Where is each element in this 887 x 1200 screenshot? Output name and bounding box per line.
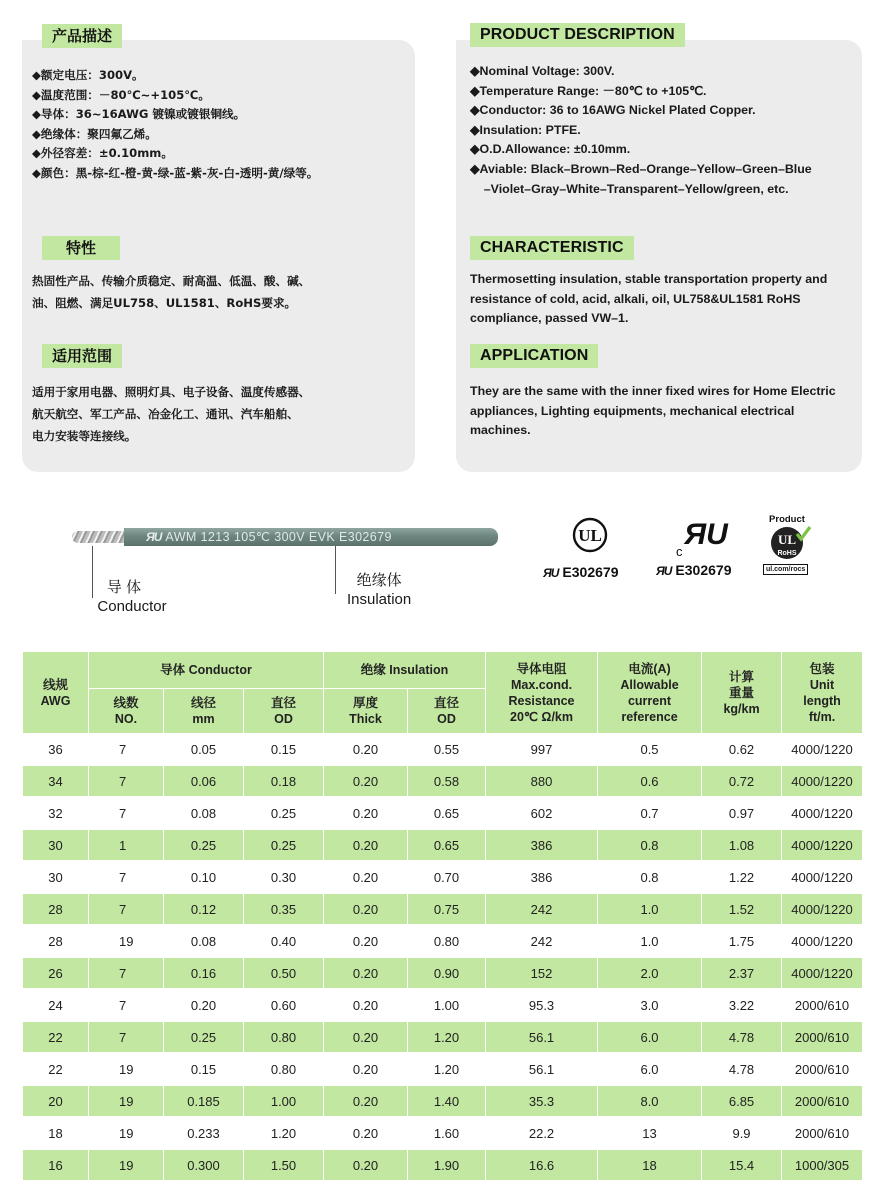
cell-awg: 28 (23, 925, 89, 957)
cell-package: 2000/610 (782, 1021, 863, 1053)
cell-insulation-od: 0.58 (408, 765, 486, 797)
cell-wire-diameter: 0.08 (164, 797, 244, 829)
cn-application-title: 适用范围 (42, 344, 122, 368)
ul-file-1-text: E302679 (562, 564, 619, 580)
cell-conductor-od: 1.00 (244, 1085, 324, 1117)
cn-description-line: ◆温度范围：－80℃~+105℃。 (32, 87, 210, 102)
insulation-leader-line (335, 546, 336, 594)
product-label-text: Product (769, 514, 805, 525)
cell-strands: 7 (89, 893, 164, 925)
wire-conductor-image (72, 531, 124, 543)
table-row (23, 861, 863, 893)
cell-insulation-thick: 0.20 (324, 1149, 408, 1181)
rohs-label-text: RoHS (777, 550, 797, 557)
conductor-label-en: Conductor (97, 598, 167, 615)
cell-wire-diameter: 0.25 (164, 829, 244, 861)
header-weight: 计算 重量 kg/km (702, 652, 782, 734)
cell-strands: 7 (89, 1021, 164, 1053)
en-description-line: ◆Conductor: 36 to 16AWG Nickel Plated Copper. (470, 103, 756, 118)
cell-wire-diameter: 0.08 (164, 925, 244, 957)
cell-strands: 19 (89, 925, 164, 957)
cell-resistance: 602 (486, 797, 598, 829)
insulation-label (347, 571, 411, 609)
cell-current: 13 (598, 1117, 702, 1149)
cell-package: 1000/305 (782, 1149, 863, 1181)
cell-awg: 32 (23, 797, 89, 829)
cell-resistance: 242 (486, 925, 598, 957)
cell-strands: 19 (89, 1053, 164, 1085)
cell-insulation-thick: 0.20 (324, 989, 408, 1021)
cell-conductor-od: 0.25 (244, 829, 324, 861)
cell-package: 4000/1220 (782, 925, 863, 957)
cell-insulation-thick: 0.20 (324, 1021, 408, 1053)
cell-insulation-thick: 0.20 (324, 1117, 408, 1149)
en-characteristic-line: Thermosetting insulation, stable transportation property and (470, 272, 828, 286)
table-row (23, 989, 863, 1021)
cell-wire-diameter: 0.300 (164, 1149, 244, 1181)
cell-wire-diameter: 0.12 (164, 893, 244, 925)
header-insulation-thick: 厚度 Thick (324, 689, 408, 734)
cn-description-title: 产品描述 (42, 24, 122, 48)
cell-current: 0.7 (598, 797, 702, 829)
cell-weight: 1.08 (702, 829, 782, 861)
table-row (23, 1149, 863, 1181)
cell-weight: 15.4 (702, 1149, 782, 1181)
cell-package: 2000/610 (782, 1053, 863, 1085)
ul-logo-text: UL (578, 526, 602, 545)
cell-conductor-od: 0.80 (244, 1053, 324, 1085)
table-row (23, 893, 863, 925)
svg-text:UL: UL (777, 532, 797, 547)
en-description-line: ◆Nominal Voltage: 300V. (470, 64, 615, 78)
cell-awg: 20 (23, 1085, 89, 1117)
conductor-label-cn: 导 体 (106, 579, 142, 596)
insulation-label-en: Insulation (347, 591, 412, 608)
cell-resistance: 386 (486, 829, 598, 861)
cell-insulation-thick: 0.20 (324, 957, 408, 989)
cell-insulation-od: 1.40 (408, 1085, 486, 1117)
table-row (23, 734, 863, 766)
cell-package: 4000/1220 (782, 765, 863, 797)
cell-awg: 30 (23, 861, 89, 893)
cell-weight: 4.78 (702, 1021, 782, 1053)
en-description-line: ◆Aviable: Black–Brown–Red–Orange–Yellow–Green–Blue (470, 161, 812, 176)
table-row (23, 829, 863, 861)
cell-wire-diameter: 0.10 (164, 861, 244, 893)
cell-resistance: 386 (486, 861, 598, 893)
cell-insulation-thick: 0.20 (324, 893, 408, 925)
cell-resistance: 22.2 (486, 1117, 598, 1149)
cn-description-line: ◆外径容差：±0.10mm。 (32, 146, 173, 161)
en-description-list (470, 62, 812, 199)
wire-print-legend (146, 529, 392, 544)
spec-table-body (23, 734, 863, 1182)
ul-listed-logo-icon (572, 515, 608, 555)
cur-recognized-logo-icon (672, 514, 734, 558)
cell-insulation-thick: 0.20 (324, 861, 408, 893)
cell-conductor-od: 0.50 (244, 957, 324, 989)
cell-insulation-thick: 0.20 (324, 829, 408, 861)
cell-insulation-od: 1.20 (408, 1053, 486, 1085)
cell-wire-diameter: 0.233 (164, 1117, 244, 1149)
cell-insulation-thick: 0.20 (324, 1053, 408, 1085)
header-wire-diameter: 线径 mm (164, 689, 244, 734)
cell-wire-diameter: 0.20 (164, 989, 244, 1021)
en-description-line: ◆Temperature Range: －80℃ to +105℃. (470, 83, 707, 98)
cn-description-line: ◆颜色：黑-棕-红-橙-黄-绿-蓝-紫-灰-白-透明-黄/绿等。 (32, 165, 319, 180)
cell-wire-diameter: 0.25 (164, 1021, 244, 1053)
cell-resistance: 35.3 (486, 1085, 598, 1117)
cell-current: 1.0 (598, 925, 702, 957)
cell-package: 4000/1220 (782, 893, 863, 925)
en-description-title: PRODUCT DESCRIPTION (470, 23, 685, 47)
en-characteristic-line: resistance of cold, acid, alkali, oil, UL758&UL1581 RoHS (470, 291, 801, 306)
cell-strands: 7 (89, 957, 164, 989)
cell-weight: 1.22 (702, 861, 782, 893)
cell-strands: 1 (89, 829, 164, 861)
cell-wire-diameter: 0.15 (164, 1053, 244, 1085)
ul-file-number-2 (656, 562, 731, 578)
cell-resistance: 16.6 (486, 1149, 598, 1181)
canada-c-mark: c (676, 544, 683, 558)
en-characteristic-text (470, 270, 827, 329)
en-application-line: machines. (470, 423, 531, 438)
header-current: 电流(A) Allowable current reference (598, 652, 702, 734)
cell-awg: 22 (23, 1021, 89, 1053)
cell-weight: 6.85 (702, 1085, 782, 1117)
cell-weight: 1.52 (702, 893, 782, 925)
cell-resistance: 56.1 (486, 1021, 598, 1053)
cell-insulation-od: 0.75 (408, 893, 486, 925)
wire-print-text: AWM 1213 105℃ 300V EVK E302679 (165, 530, 392, 544)
cell-strands: 19 (89, 1117, 164, 1149)
cell-conductor-od: 1.20 (244, 1117, 324, 1149)
cell-awg: 24 (23, 989, 89, 1021)
cn-description-line: ◆额定电压：300V。 (32, 68, 144, 82)
table-row (23, 797, 863, 829)
table-row (23, 1053, 863, 1085)
cell-awg: 30 (23, 829, 89, 861)
cell-package: 2000/610 (782, 1085, 863, 1117)
ur-recognized-icon: ЯU (146, 530, 162, 544)
cell-resistance: 880 (486, 765, 598, 797)
header-conductor-group: 导体 Conductor (89, 652, 324, 689)
header-insulation-group: 绝缘 Insulation (324, 652, 486, 689)
cell-weight: 3.22 (702, 989, 782, 1021)
cell-strands: 7 (89, 861, 164, 893)
cell-awg: 34 (23, 765, 89, 797)
cell-awg: 18 (23, 1117, 89, 1149)
cn-characteristic-text (32, 270, 310, 314)
cell-conductor-od: 0.15 (244, 734, 324, 766)
table-row (23, 1021, 863, 1053)
en-characteristic-title: CHARACTERISTIC (470, 236, 634, 260)
cell-awg: 26 (23, 957, 89, 989)
cell-package: 2000/610 (782, 989, 863, 1021)
cell-current: 0.8 (598, 861, 702, 893)
spec-table (22, 651, 863, 1182)
en-application-line: appliances, Lighting equipments, mechanical electrical (470, 403, 795, 418)
cell-wire-diameter: 0.06 (164, 765, 244, 797)
cell-insulation-thick: 0.20 (324, 765, 408, 797)
cell-weight: 1.75 (702, 925, 782, 957)
cell-resistance: 997 (486, 734, 598, 766)
cell-weight: 0.62 (702, 734, 782, 766)
cell-current: 18 (598, 1149, 702, 1181)
cell-current: 6.0 (598, 1053, 702, 1085)
cell-strands: 7 (89, 734, 164, 766)
table-row (23, 765, 863, 797)
header-conductor-od: 直径 OD (244, 689, 324, 734)
table-row (23, 957, 863, 989)
en-description-line: ◆Insulation: PTFE. (470, 122, 581, 137)
en-characteristic-line: compliance, passed VW–1. (470, 311, 629, 326)
cn-application-line: 适用于家用电器、照明灯具、电子设备、温度传感器、 (32, 385, 311, 399)
ul-rohs-product-logo-icon (763, 512, 815, 564)
cell-package: 4000/1220 (782, 829, 863, 861)
cell-insulation-thick: 0.20 (324, 1085, 408, 1117)
en-description-line: –Violet–Gray–White–Transparent–Yellow/green, etc. (470, 181, 789, 196)
en-application-title: APPLICATION (470, 344, 598, 368)
header-package: 包装 Unit length ft/m. (782, 652, 863, 734)
cn-description-line: ◆导体：36~16AWG 镀镍或镀银铜线。 (32, 107, 246, 122)
cell-wire-diameter: 0.185 (164, 1085, 244, 1117)
cell-conductor-od: 0.80 (244, 1021, 324, 1053)
cell-insulation-od: 1.20 (408, 1021, 486, 1053)
ul-url-box: ul.com/rocs (763, 564, 808, 575)
cell-strands: 19 (89, 1149, 164, 1181)
cell-conductor-od: 0.25 (244, 797, 324, 829)
header-insulation-od: 直径 OD (408, 689, 486, 734)
header-resistance: 导体电阻 Max.cond. Resistance 20℃ Ω/km (486, 652, 598, 734)
cell-package: 4000/1220 (782, 797, 863, 829)
cell-insulation-od: 1.60 (408, 1117, 486, 1149)
header-strands: 线数 NO. (89, 689, 164, 734)
cell-insulation-od: 0.70 (408, 861, 486, 893)
svg-text:ЯU: ЯU (684, 518, 728, 551)
cell-wire-diameter: 0.05 (164, 734, 244, 766)
cell-awg: 22 (23, 1053, 89, 1085)
cell-insulation-od: 1.90 (408, 1149, 486, 1181)
cell-insulation-od: 1.00 (408, 989, 486, 1021)
cn-characteristic-title: 特性 (42, 236, 120, 260)
ur-mark-icon-2: ЯU (656, 564, 672, 578)
cell-conductor-od: 0.40 (244, 925, 324, 957)
cell-strands: 7 (89, 765, 164, 797)
cell-strands: 7 (89, 989, 164, 1021)
cell-insulation-thick: 0.20 (324, 925, 408, 957)
ur-mark-icon: ЯU (543, 566, 559, 580)
cell-package: 2000/610 (782, 1117, 863, 1149)
cell-strands: 7 (89, 797, 164, 829)
header-awg: 线规 AWG (23, 652, 89, 734)
ul-file-number-1 (543, 564, 618, 580)
cell-current: 6.0 (598, 1021, 702, 1053)
cell-current: 2.0 (598, 957, 702, 989)
cn-application-line: 电力安装等连接线。 (32, 429, 137, 443)
cell-current: 0.8 (598, 829, 702, 861)
cell-strands: 19 (89, 1085, 164, 1117)
cell-package: 4000/1220 (782, 957, 863, 989)
cell-conductor-od: 1.50 (244, 1149, 324, 1181)
cell-current: 3.0 (598, 989, 702, 1021)
cell-conductor-od: 0.18 (244, 765, 324, 797)
table-row (23, 1085, 863, 1117)
cell-insulation-od: 0.90 (408, 957, 486, 989)
en-application-line: They are the same with the inner fixed wires for Home Electric (470, 384, 836, 398)
cell-weight: 4.78 (702, 1053, 782, 1085)
cn-application-text (32, 381, 310, 447)
cell-awg: 28 (23, 893, 89, 925)
cell-package: 4000/1220 (782, 861, 863, 893)
cell-insulation-od: 0.80 (408, 925, 486, 957)
cell-resistance: 56.1 (486, 1053, 598, 1085)
ul-file-2-text: E302679 (675, 562, 732, 578)
cell-awg: 36 (23, 734, 89, 766)
en-application-text (470, 382, 836, 441)
cell-wire-diameter: 0.16 (164, 957, 244, 989)
cn-description-list (32, 66, 318, 184)
cell-awg: 16 (23, 1149, 89, 1181)
cell-insulation-thick: 0.20 (324, 797, 408, 829)
table-row (23, 925, 863, 957)
cell-weight: 2.37 (702, 957, 782, 989)
cell-resistance: 242 (486, 893, 598, 925)
cell-current: 8.0 (598, 1085, 702, 1117)
cell-insulation-thick: 0.20 (324, 734, 408, 766)
cell-insulation-od: 0.65 (408, 829, 486, 861)
cell-resistance: 152 (486, 957, 598, 989)
cell-current: 0.5 (598, 734, 702, 766)
cell-current: 0.6 (598, 765, 702, 797)
cell-weight: 0.97 (702, 797, 782, 829)
cell-weight: 9.9 (702, 1117, 782, 1149)
table-row (23, 1117, 863, 1149)
cn-application-line: 航天航空、军工产品、冶金化工、通讯、汽车船舶、 (32, 407, 299, 421)
cn-description-line: ◆绝缘体：聚四氟乙烯。 (32, 126, 157, 141)
cn-characteristic-line: 油、阻燃、满足UL758、UL1581、RoHS要求。 (32, 296, 297, 310)
cell-resistance: 95.3 (486, 989, 598, 1021)
cell-insulation-od: 0.55 (408, 734, 486, 766)
insulation-label-cn: 绝缘体 (356, 572, 402, 589)
cell-conductor-od: 0.60 (244, 989, 324, 1021)
conductor-label (92, 578, 172, 616)
cell-weight: 0.72 (702, 765, 782, 797)
cell-conductor-od: 0.30 (244, 861, 324, 893)
en-description-line: ◆O.D.Allowance: ±0.10mm. (470, 142, 631, 157)
cn-characteristic-line: 热固性产品、传输介质稳定、耐高温、低温、酸、碱、 (32, 274, 311, 288)
cell-insulation-od: 0.65 (408, 797, 486, 829)
cell-package: 4000/1220 (782, 734, 863, 766)
cell-current: 1.0 (598, 893, 702, 925)
cell-conductor-od: 0.35 (244, 893, 324, 925)
